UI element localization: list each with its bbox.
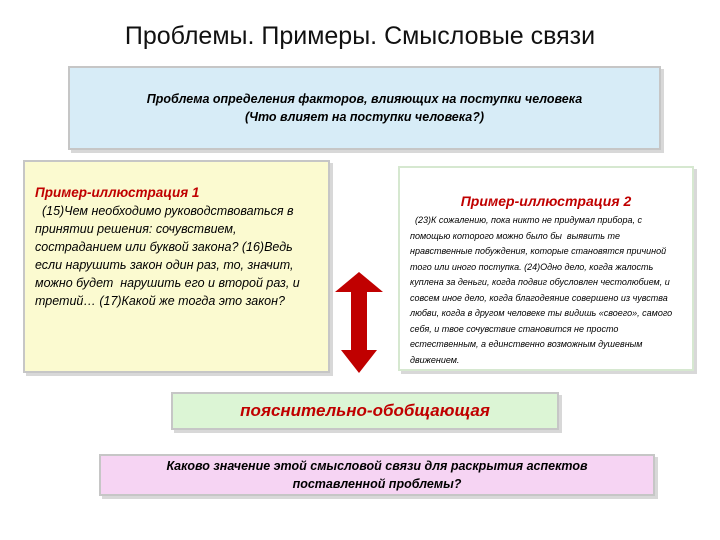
- page-title: Проблемы. Примеры. Смысловые связи: [124, 22, 596, 50]
- problem-statement: Проблема определения факторов, влияющих на поступки человека: [146, 92, 583, 106]
- example-2-text: (23)К сожалению, пока никто не придумал прибора, с помощью которого можно было бы выявить те нравственные побуждения, которые становятся причиной того или иного поступка. (24)Одно дело, когда жалость куплена за деньги, когда подвиг обусловлен честолюбием, и совсем иное дело, когда благодеяние совершено из чувства любви, когда в другом человеке ты видишь «своего», самого себя, и твое сочувствие становится не просто естественным, а единственно возможным душевным движением.: [410, 215, 675, 365]
- question-line-1: Каково значение этой смысловой связи для раскрытия аспектов: [166, 459, 588, 473]
- problem-box: [68, 66, 661, 150]
- question-line-2: поставленной проблемы?: [292, 477, 462, 491]
- example-2-heading: Пример-иллюстрация 2: [460, 193, 632, 209]
- semantic-link-label: пояснительно-обобщающая: [171, 392, 559, 430]
- example-2-box: [398, 166, 694, 371]
- example-1-text: (15)Чем необходимо руководствоваться в принятии решения: сочувствием, состраданием или буквой закона? (16)Ведь если нарушить закон один раз, то, значит, можно будет нарушить его и второй раз, и третий… (17)Какой же тогда это закон?: [35, 204, 304, 308]
- example-1-heading: Пример-иллюстрация 1: [35, 185, 200, 200]
- arrow-shape: [335, 272, 383, 373]
- double-arrow-icon: [333, 270, 385, 375]
- question-box: [99, 454, 655, 496]
- example-1-box: [23, 160, 330, 373]
- problem-question: (Что влияет на поступки человека?): [244, 110, 485, 124]
